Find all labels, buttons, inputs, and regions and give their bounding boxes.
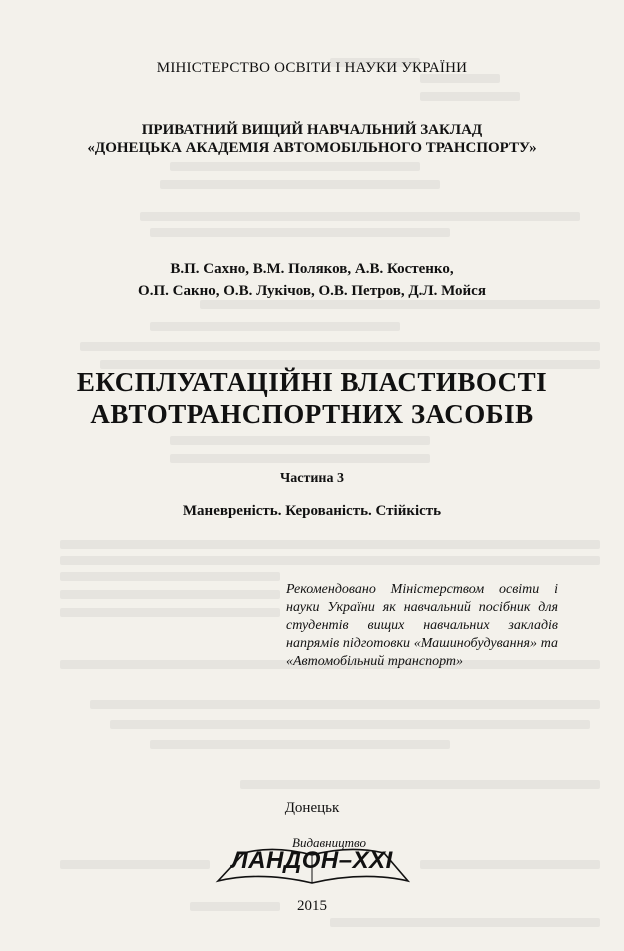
- book-subtitle: Маневреність. Керованість. Стійкість: [182, 503, 442, 519]
- book-title-line-2: АВТОТРАНСПОРТНИХ ЗАСОБІВ: [90, 399, 534, 429]
- book-title-line-1: ЕКСПЛУАТАЦІЙНІ ВЛАСТИВОСТІ: [76, 367, 548, 397]
- institution-line-1: ПРИВАТНИЙ ВИЩИЙ НАВЧАЛЬНИЙ ЗАКЛАД: [141, 122, 483, 138]
- publication-city: Донецьк: [284, 800, 340, 816]
- authors-line-1: В.П. Сахно, В.М. Поляков, А.В. Костенко,: [170, 261, 454, 277]
- publication-year: 2015: [297, 898, 327, 914]
- authors-line-2: О.П. Сакно, О.В. Лукічов, О.В. Петров, Д.Л. Мойся: [138, 283, 486, 299]
- institution-line-2: «ДОНЕЦЬКА АКАДЕМІЯ АВТОМОБІЛЬНОГО ТРАНСПОРТУ»: [87, 140, 537, 156]
- ministry-recommendation: Рекомендовано Міністерством освіти і науки України як навчальний посібник для студентів вищих навчальних закладів напрямів підготовки «Машинобудування» та «Автомобільний транспорт»: [286, 582, 558, 669]
- authors: [0, 258, 624, 302]
- book-title: [0, 366, 624, 430]
- ministry-heading: МІНІСТЕРСТВО ОСВІТИ І НАУКИ УКРАЇНИ: [156, 60, 468, 76]
- institution-name: [0, 121, 624, 157]
- publisher-name: ЛАНДОН–XXI: [231, 847, 393, 874]
- part-number: Частина 3: [280, 471, 344, 486]
- publisher-label: Видавництво: [292, 835, 366, 850]
- publisher-logo: [214, 835, 410, 887]
